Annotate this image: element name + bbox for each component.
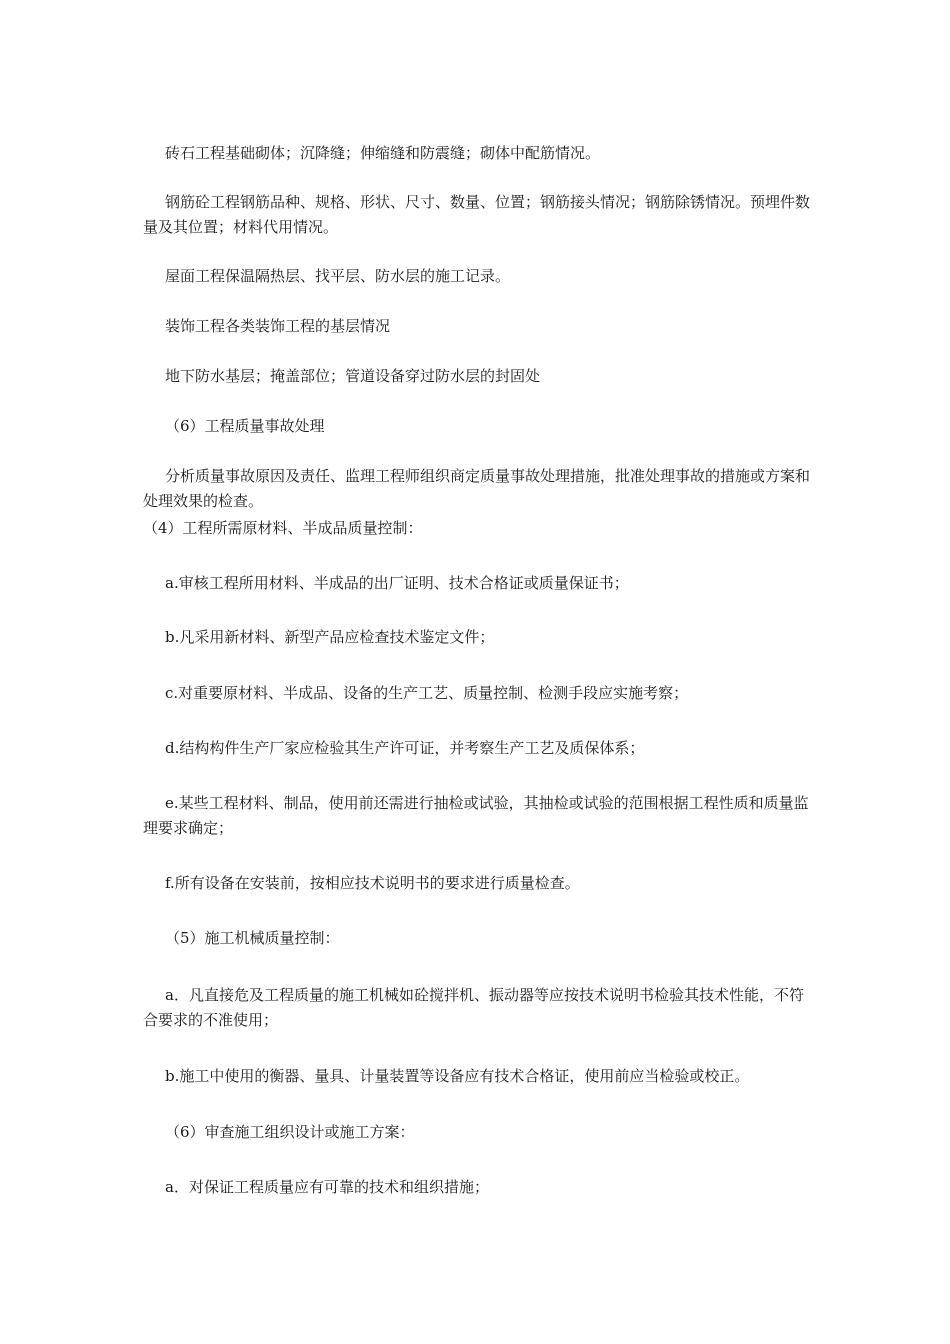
list-item-a-materials: a.审核工程所用材料、半成品的出厂证明、技术合格证或质量保证书；: [165, 574, 629, 592]
list-item-c-materials: c.对重要原材料、半成品、设备的生产工艺、质量控制、检测手段应实施考察；: [165, 684, 689, 702]
list-item-b-machinery: b.施工中使用的衡器、量具、计量装置等设备应有技术合格证，使用前应当检验或校正。: [165, 1067, 750, 1085]
paragraph-underground-waterproofing: 地下防水基层；掩盖部位；管道设备穿过防水层的封固处: [165, 367, 541, 385]
paragraph-masonry: 砖石工程基础砌体；沉降缝；伸缩缝和防震缝；砌体中配筋情况。: [165, 144, 601, 162]
list-item-d-materials: d.结构构件生产厂家应检验其生产许可证，并考察生产工艺及质保体系；: [165, 739, 645, 757]
heading-machinery-control: （5）施工机械质量控制：: [165, 929, 340, 947]
paragraph-roofing: 屋面工程保温隔热层、找平层、防水层的施工记录。: [165, 267, 511, 285]
list-item-a-plan-review: a．对保证工程质量应有可靠的技术和组织措施；: [165, 1178, 489, 1196]
list-item-f-materials: f.所有设备在安装前，按相应技术说明书的要求进行质量检查。: [165, 874, 580, 892]
heading-quality-accident: （6）工程质量事故处理: [165, 417, 325, 435]
paragraph-accident-analysis: 分析质量事故原因及责任、监理工程师组织商定质量事故处理措施，批准处理事故的措施或方案和处理效果的检查。: [143, 467, 811, 510]
list-item-b-materials: b.凡采用新材料、新型产品应检查技术鉴定文件；: [165, 628, 495, 646]
heading-construction-plan-review: （6）审查施工组织设计或施工方案：: [165, 1123, 415, 1141]
list-item-a-machinery: a．凡直接危及工程质量的施工机械如砼搅拌机、振动器等应按技术说明书检验其技术性能，不符合要求的不准使用；: [143, 986, 804, 1029]
paragraph-decoration: 装饰工程各类装饰工程的基层情况: [165, 317, 391, 335]
paragraph-reinforced-concrete: 钢筋砼工程钢筋品种、规格、形状、尺寸、数量、位置；钢筋接头情况；钢筋除锈情况。预埋件数量及其位置；材料代用情况。: [143, 193, 811, 236]
heading-materials-control: （4）工程所需原材料、半成品质量控制：: [143, 519, 423, 537]
list-item-e-materials: e.某些工程材料、制品，使用前还需进行抽检或试验，其抽检或试验的范围根据工程性质和质量监理要求确定；: [143, 794, 809, 837]
